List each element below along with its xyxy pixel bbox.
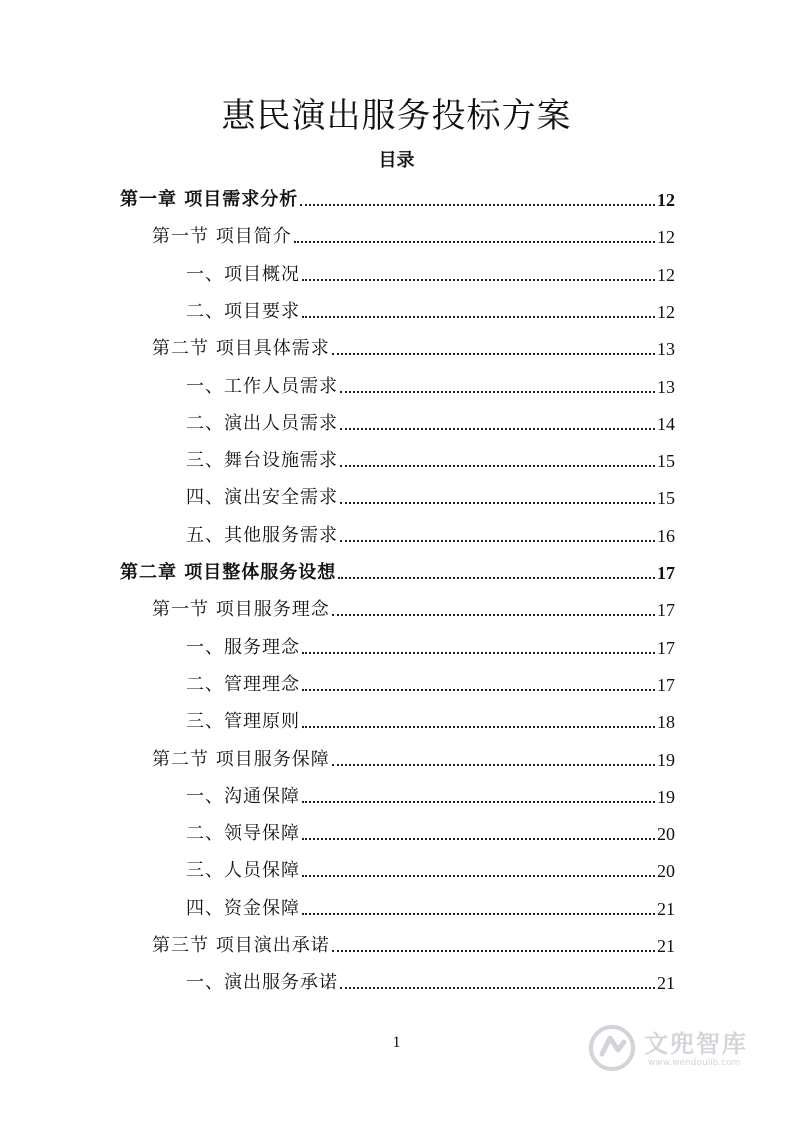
toc-entry[interactable] [120, 181, 675, 211]
toc-entry[interactable] [186, 517, 675, 547]
toc-entry[interactable] [152, 218, 675, 248]
toc-entry[interactable] [186, 703, 675, 733]
toc-entry-page: 18 [657, 712, 675, 733]
toc-entry-page: 21 [657, 898, 675, 919]
toc-entry-page: 17 [657, 637, 675, 658]
toc-leader-dots [294, 240, 655, 243]
toc-entry-label: 四、演出安全需求 [186, 487, 338, 509]
toc-entry-label: 三、管理原则 [186, 711, 300, 733]
toc-entry-label: 一、演出服务承诺 [186, 972, 338, 994]
toc-entry-label: 第二节 项目具体需求 [152, 338, 330, 360]
toc-entry[interactable] [152, 741, 675, 771]
document-title: 惠民演出服务投标方案 [221, 96, 572, 136]
toc-entry-label: 三、人员保障 [186, 860, 300, 882]
toc-entry-page: 14 [657, 413, 675, 434]
shield-logo-icon [588, 1024, 636, 1072]
toc-leader-dots [340, 427, 655, 430]
page-number: 1 [392, 1034, 401, 1051]
toc-entry[interactable] [186, 629, 675, 659]
toc-entry-label: 二、领导保障 [186, 823, 300, 845]
toc-entry-page: 21 [657, 936, 675, 956]
toc-leader-dots [302, 874, 655, 877]
toc-leader-dots [302, 688, 655, 691]
watermark-url: www.wendoulib.com [648, 1058, 741, 1068]
toc-entry-label: 二、管理理念 [186, 673, 300, 695]
toc-entry-label: 第二节 项目服务保障 [152, 748, 330, 770]
toc-entry-label: 五、其他服务需求 [186, 524, 338, 546]
toc-entry-label: 一、沟通保障 [186, 785, 300, 807]
toc-entry-page: 12 [657, 301, 675, 322]
toc-leader-dots [302, 912, 655, 915]
toc-entry[interactable] [186, 479, 675, 509]
toc-entry-page: 15 [657, 451, 675, 472]
toc-leader-dots [302, 278, 655, 281]
toc-entry-label: 第二章 项目整体服务设想 [120, 562, 337, 583]
toc-entry-label: 二、项目要求 [186, 300, 300, 322]
toc-entry[interactable] [186, 256, 675, 286]
toc-entry[interactable] [186, 778, 675, 808]
toc-leader-dots [340, 986, 655, 989]
toc-entry[interactable] [152, 591, 675, 621]
toc-entry[interactable] [186, 890, 675, 920]
toc-leader-dots [302, 651, 655, 654]
toc-entry-page: 20 [657, 861, 675, 882]
toc-leader-dots [302, 725, 655, 728]
toc-entry-label: 一、项目概况 [186, 263, 300, 285]
toc-leader-dots [332, 949, 655, 952]
toc-entry-page: 17 [657, 563, 675, 583]
toc-entry-page: 17 [657, 674, 675, 695]
toc-heading: 目录 [378, 150, 415, 171]
toc-entry-page: 20 [657, 824, 675, 845]
toc-entry-page: 19 [657, 786, 675, 807]
toc-leader-dots [332, 352, 655, 355]
toc-entry[interactable] [186, 964, 675, 994]
toc-entry-page: 15 [657, 488, 675, 509]
toc-leader-dots [302, 837, 655, 840]
toc-entry[interactable] [186, 368, 675, 398]
toc-leader-dots [300, 203, 655, 206]
toc-entry-label: 第一章 项目需求分析 [120, 189, 299, 210]
watermark [588, 1020, 778, 1080]
toc-entry-label: 三、舞台设施需求 [186, 450, 338, 472]
toc-entry[interactable] [152, 927, 675, 957]
toc-entry-label: 第一节 项目服务理念 [152, 599, 330, 621]
toc-entry[interactable] [186, 293, 675, 323]
toc-leader-dots [302, 315, 655, 318]
toc-entry-page: 12 [657, 190, 675, 210]
toc-entry-label: 第一节 项目简介 [152, 226, 292, 248]
toc-entry-label: 一、工作人员需求 [186, 375, 338, 397]
toc-entry-page: 12 [657, 227, 675, 248]
toc-entry-page: 19 [657, 749, 675, 770]
toc-entry[interactable] [186, 852, 675, 882]
toc-entry[interactable] [186, 405, 675, 435]
toc-leader-dots [340, 390, 655, 393]
toc-entry-page: 12 [657, 264, 675, 285]
toc-leader-dots [340, 464, 655, 467]
toc-leader-dots [332, 613, 655, 616]
toc-entry-page: 21 [657, 973, 675, 994]
toc-entry[interactable] [120, 554, 675, 584]
toc-entry-label: 二、演出人员需求 [186, 412, 338, 434]
toc-entry-label: 四、资金保障 [186, 897, 300, 919]
toc-leader-dots [332, 763, 655, 766]
toc-leader-dots [338, 576, 655, 579]
toc-entry[interactable] [152, 330, 675, 360]
watermark-brand: 文兜智库 [644, 1030, 748, 1058]
toc-entry-page: 17 [657, 600, 675, 621]
toc-leader-dots [302, 800, 655, 803]
toc-entry-page: 13 [657, 376, 675, 397]
toc-entry-page: 16 [657, 525, 675, 546]
toc-entry[interactable] [186, 815, 675, 845]
toc-entry-label: 一、服务理念 [186, 636, 300, 658]
toc-entry[interactable] [186, 666, 675, 696]
toc-entry-label: 第三节 项目演出承诺 [152, 935, 330, 956]
toc-entry[interactable] [186, 442, 675, 472]
toc-leader-dots [340, 501, 655, 504]
toc-leader-dots [340, 539, 655, 542]
toc-entry-page: 13 [657, 339, 675, 360]
